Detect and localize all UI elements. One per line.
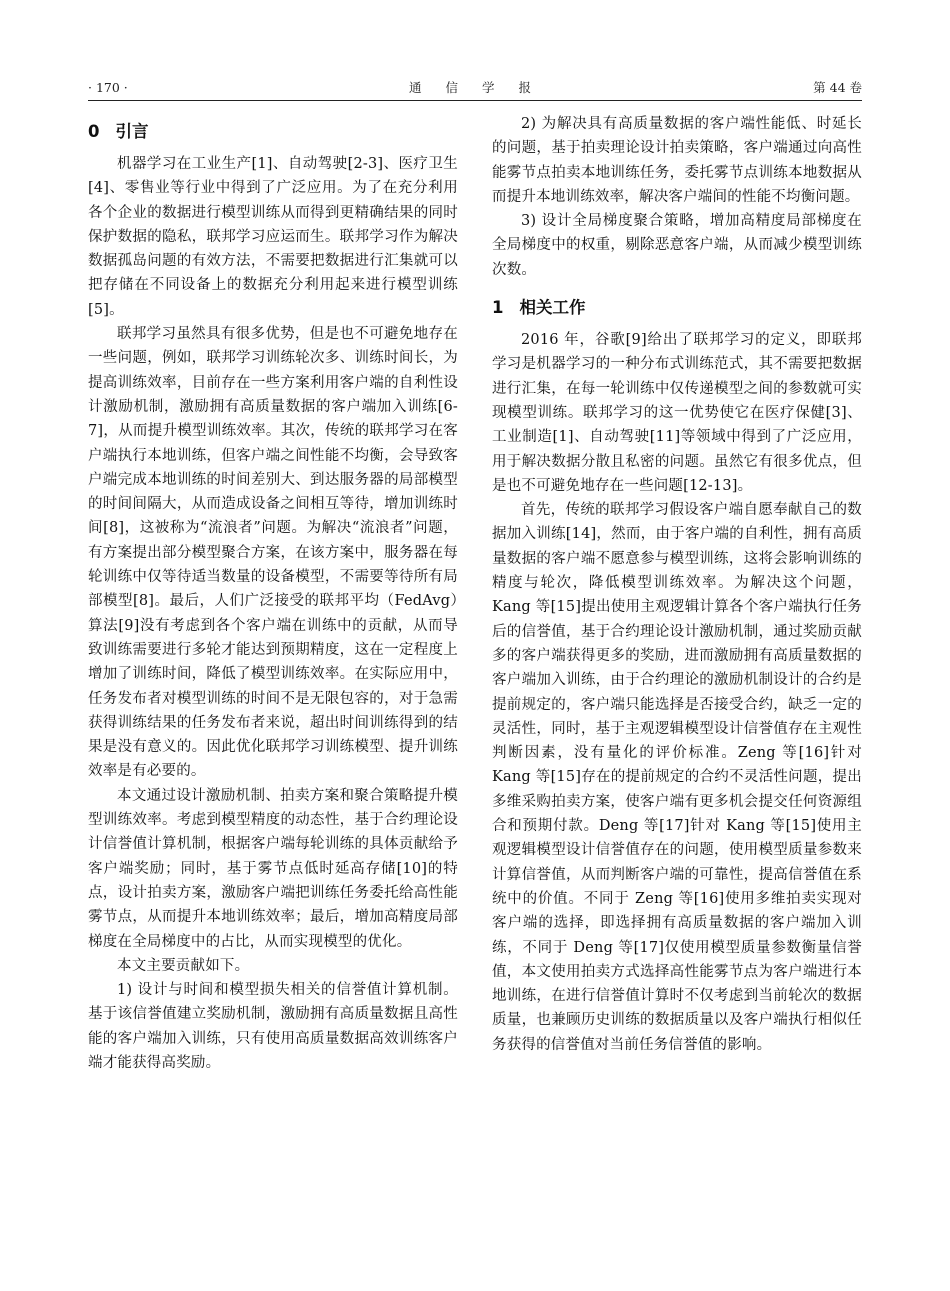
contribution-item: 2) 为解决具有高质量数据的客户端性能低、时延长的问题，基于拍卖理论设计拍卖策略，客户端通过向高性能雾节点拍卖本地训练任务，委托雾节点训练本地数据从而提升本地训练效率，解决客户端间的性能不均衡问题。 bbox=[492, 116, 862, 205]
paragraph: 机器学习在工业生产[1]、自动驾驶[2-3]、医疗卫生[4]、零售业等行业中得到了广泛应用。为了在充分利用各个企业的数据进行模型训练从而得到更精确结果的同时保护数据的隐私，联邦学习应运而生。联邦学习作为解决数据孤岛问题的有效方法，不需要把数据进行汇集就可以把存储在不同设备上的数据充分利用起来进行模型训练[5]。 bbox=[88, 156, 458, 318]
section-heading-intro bbox=[88, 112, 458, 152]
journal-name: 通 信 学 报 bbox=[409, 80, 541, 95]
section-title: 相关工作 bbox=[519, 298, 586, 318]
page-number: · 170 · bbox=[88, 80, 128, 95]
running-header bbox=[88, 78, 862, 98]
paragraph: 联邦学习虽然具有很多优势，但是也不可避免地存在一些问题，例如，联邦学习训练轮次多、训练时间长，为提高训练效率，目前存在一些方案利用客户端的自利性设计激励机制，激励拥有高质量数据的客户端加入训练[6-7]，从而提升模型训练效率。其次，传统的联邦学习在客户端执行本地训练，但客户端之间性能不均衡，会导致客户端完成本地训练的时间差别大、到达服务器的局部模型的时间间隔大，从而造成设备之间相互等待，增加训练时间[8]，这被称为“流浪者”问题。为解决“流浪者”问题，有方案提出部分模型聚合方案，在该方案中，服务器在每轮训练中仅等待适当数量的设备模型，不需要等待所有局部模型[8]。最后，人们广泛接受的联邦平均（FedAvg）算法[9]没有考虑到各个客户端在训练中的贡献，从而导致训练需要进行多轮才能达到预期精度，这在一定程度上增加了训练时间，降低了模型训练效率。在实际应用中，任务发布者对模型训练的时间不是无限包容的，对于急需获得训练结果的任务发布者来说，超出时间训练得到的结果是没有意义的。因此优化联邦学习训练模型、提升训练效率是有必要的。 bbox=[88, 326, 458, 780]
right-column bbox=[492, 112, 862, 1057]
section-title: 引言 bbox=[115, 122, 149, 141]
section-number: 0 bbox=[88, 122, 100, 141]
left-column bbox=[88, 112, 458, 1075]
section-heading-related-work bbox=[492, 288, 862, 328]
paragraph: 2016 年，谷歌[9]给出了联邦学习的定义，即联邦学习是机器学习的一种分布式训练范式，其不需要把数据进行汇集，在每一轮训练中仅传递模型之间的参数就可实现模型训练。联邦学习的这一优势使它在医疗保健[3]、工业制造[1]、自动驾驶[11]等领域中得到了广泛应用，用于解决数据分散且私密的问题。虽然它有很多优点，但是也不可避免地存在一些问题[12-13]。 bbox=[492, 332, 862, 494]
volume-label: 第 44 卷 bbox=[813, 80, 862, 95]
paragraph: 首先，传统的联邦学习假设客户端自愿奉献自己的数据加入训练[14]，然而，由于客户端的自利性，拥有高质量数据的客户端不愿意参与模型训练，这将会影响训练的精度与轮次，降低模型训练效率。为解决这个问题，Kang 等[15]提出使用主观逻辑计算各个客户端执行任务后的信誉值，基于合约理论设计激励机制，通过奖励贡献多的客户端获得更多的奖励，进而激励拥有高质量数据的客户端加入训练，由于合约理论的激励机制设计的合约是提前规定的，客户端只能选择是否接受合约，缺乏一定的灵活性，同时，基于主观逻辑模型设计信誉值存在主观性判断因素，没有量化的评价标准。Zeng 等[16]针对 Kang 等[15]存在的提前规定的合约不灵活性问题，提出多维采购拍卖方案，使客户端有更多机会提交任何资源组合和预期付款。Deng 等[17]针对 Kang 等[15]使用主观逻辑模型设计信誉值存在的问题，使用模型质量参数来计算信誉值，从而判断客户端的可靠性，提高信誉值在系统中的价值。不同于 Zeng 等[16]使用多维拍卖实现对客户端的选择，即选择拥有高质量数据的客户端加入训练，不同于 Deng 等[17]仅使用模型质量参数衡量信誉值，本文使用拍卖方式选择高性能雾节点为客户端进行本地训练，在进行信誉值计算时不仅考虑到当前轮次的数据质量，也兼顾历史训练的数据质量以及客户端执行相似任务获得的信誉值对当前任务信誉值的影响。 bbox=[492, 502, 862, 1053]
header-rule bbox=[88, 100, 862, 101]
paragraph: 1) 设计与时间和模型损失相关的信誉值计算机制。基于该信誉值建立奖励机制，激励拥有高质量数据且高性能的客户端加入训练，只有使用高质量数据高效训练客户端才能获得高奖励。 bbox=[88, 982, 458, 1071]
section-number: 1 bbox=[492, 298, 504, 318]
paragraph: 本文通过设计激励机制、拍卖方案和聚合策略提升模型训练效率。考虑到模型精度的动态性，基于合约理论设计信誉值计算机制，根据客户端每轮训练的具体贡献给予客户端奖励；同时，基于雾节点低时延高存储[10]的特点，设计拍卖方案，激励客户端把训练任务委托给高性能雾节点，从而提升本地训练效率；最后，增加高精度局部梯度在全局梯度中的占比，从而实现模型的优化。 bbox=[88, 787, 458, 950]
paragraph: 本文主要贡献如下。 bbox=[117, 957, 250, 974]
contribution-item: 3) 设计全局梯度聚合策略，增加高精度局部梯度在全局梯度中的权重，剔除恶意客户端，从而减少模型训练次数。 bbox=[492, 213, 862, 278]
